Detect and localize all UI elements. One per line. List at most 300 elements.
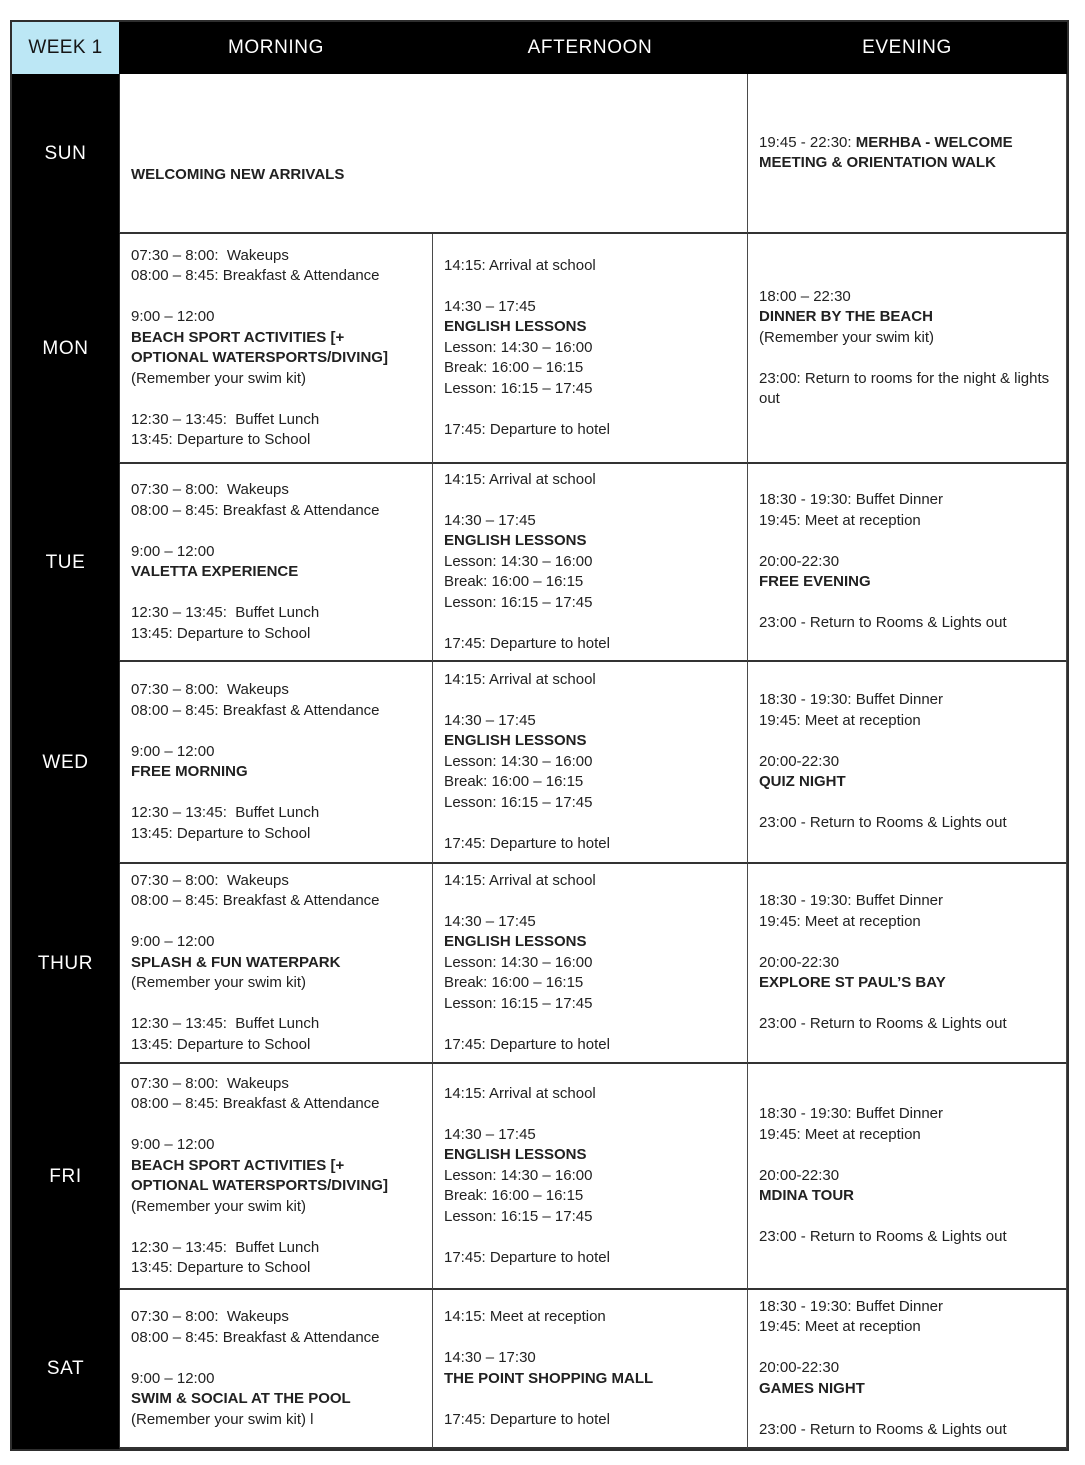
spacer-line bbox=[759, 593, 1055, 614]
spacer-line bbox=[444, 399, 736, 420]
spacer-line bbox=[444, 1328, 736, 1349]
schedule-line bbox=[131, 542, 421, 563]
schedule-line bbox=[759, 953, 1055, 974]
time-text: Lesson: 14:30 – 16:00 bbox=[444, 338, 593, 356]
cell-content bbox=[444, 871, 736, 1056]
time-text: 20:00-22:30 bbox=[759, 752, 840, 770]
cell-sat-afternoon bbox=[433, 1290, 748, 1449]
schedule-line bbox=[131, 1074, 421, 1095]
time-text: 19:45: Meet at reception bbox=[759, 1125, 921, 1143]
schedule-line bbox=[759, 511, 1055, 532]
time-text: 17:45: Departure to hotel bbox=[444, 634, 610, 652]
schedule-line bbox=[759, 772, 1055, 793]
schedule-line bbox=[444, 338, 736, 359]
schedule-line bbox=[444, 1035, 736, 1056]
cell-wed-evening bbox=[748, 662, 1067, 864]
spacer-line bbox=[759, 932, 1055, 953]
spacer-line bbox=[131, 583, 421, 604]
time-text: 12:30 – 13:45: Buffet Lunch bbox=[131, 1015, 320, 1033]
schedule-line bbox=[759, 1358, 1055, 1379]
activity-text: ENGLISH LESSONS bbox=[444, 318, 587, 336]
cell-tue-evening bbox=[748, 464, 1067, 662]
schedule-line bbox=[444, 317, 736, 338]
cell-fri-afternoon bbox=[433, 1064, 748, 1290]
schedule-line bbox=[444, 1125, 736, 1146]
time-text: 23:00 - Return to Rooms & Lights out bbox=[759, 1015, 1007, 1033]
schedule-line bbox=[444, 834, 736, 855]
cell-sat-morning bbox=[120, 1290, 433, 1449]
spacer-line bbox=[759, 348, 1055, 369]
schedule-table bbox=[10, 20, 1069, 1451]
day-label-wed: WED bbox=[12, 662, 120, 864]
cell-content bbox=[759, 891, 1055, 1035]
schedule-line bbox=[759, 813, 1055, 834]
time-text: 19:45: Meet at reception bbox=[759, 1318, 921, 1336]
cell-content bbox=[444, 1307, 736, 1430]
day-label-thur: THUR bbox=[12, 864, 120, 1064]
cell-content bbox=[131, 871, 421, 1056]
schedule-line bbox=[444, 1348, 736, 1369]
schedule-line bbox=[131, 1307, 421, 1328]
time-text: 19:45: Meet at reception bbox=[759, 912, 921, 930]
cell-content bbox=[759, 690, 1055, 834]
activity-text: THE POINT SHOPPING MALL bbox=[444, 1369, 654, 1387]
spacer-line bbox=[759, 1145, 1055, 1166]
time-text: 17:45: Departure to hotel bbox=[444, 1248, 610, 1266]
cell-sun-morning-afternoon bbox=[120, 74, 748, 234]
time-text: 08:00 – 8:45: Breakfast & Attendance bbox=[131, 892, 380, 910]
time-text: 17:45: Departure to hotel bbox=[444, 1035, 610, 1053]
cell-content bbox=[444, 256, 736, 441]
spacer-line bbox=[444, 490, 736, 511]
time-text: 20:00-22:30 bbox=[759, 1166, 840, 1184]
time-text: 08:00 – 8:45: Breakfast & Attendance bbox=[131, 1095, 380, 1112]
activity-text: MDINA TOUR bbox=[759, 1187, 854, 1205]
schedule-line bbox=[759, 1186, 1055, 1207]
schedule-line bbox=[444, 912, 736, 933]
schedule-line bbox=[131, 1094, 421, 1115]
spacer-line bbox=[444, 1104, 736, 1125]
schedule-line bbox=[131, 266, 421, 287]
schedule-line bbox=[444, 1307, 736, 1328]
day-label-mon: MON bbox=[12, 234, 120, 464]
schedule-line bbox=[759, 287, 1055, 308]
spacer-line bbox=[444, 1014, 736, 1035]
spacer-line bbox=[759, 1207, 1055, 1228]
schedule-line bbox=[444, 552, 736, 573]
time-text: 14:15: Arrival at school bbox=[444, 1084, 596, 1102]
time-text: 07:30 – 8:00: Wakeups bbox=[131, 481, 289, 498]
time-text: Lesson: 14:30 – 16:00 bbox=[444, 1166, 593, 1184]
time-text: 18:30 - 19:30: Buffet Dinner bbox=[759, 691, 944, 709]
time-text: 19:45 - 22:30: bbox=[759, 133, 856, 151]
activity-text: DINNER BY THE BEACH bbox=[759, 308, 933, 325]
cell-sun-evening bbox=[748, 74, 1067, 234]
activity-text: WELCOMING NEW ARRIVALS bbox=[131, 165, 345, 183]
activity-text: ENGLISH LESSONS bbox=[444, 933, 587, 951]
schedule-line bbox=[444, 358, 736, 379]
time-text: 23:00: Return to rooms for the night & lights out bbox=[759, 369, 1054, 407]
schedule-line bbox=[131, 307, 421, 328]
time-text: 9:00 – 12:00 bbox=[131, 1369, 215, 1387]
schedule-line bbox=[444, 1166, 736, 1187]
schedule-line bbox=[131, 1410, 421, 1431]
column-header-evening: EVENING bbox=[748, 22, 1067, 74]
schedule-line bbox=[131, 1035, 421, 1056]
schedule-line bbox=[444, 297, 736, 318]
schedule-line bbox=[131, 891, 421, 912]
activity-text: MERHBA - WELCOME MEETING & ORIENTATION WALK bbox=[759, 133, 1017, 171]
cell-content bbox=[759, 1104, 1055, 1248]
schedule-line bbox=[759, 1104, 1055, 1125]
time-text: 13:45: Departure to School bbox=[131, 1035, 311, 1053]
column-header-afternoon: AFTERNOON bbox=[433, 22, 748, 74]
schedule-line bbox=[444, 793, 736, 814]
schedule-line bbox=[131, 246, 421, 267]
activity-text: ENGLISH LESSONS bbox=[444, 532, 587, 550]
time-text: Break: 16:00 – 16:15 bbox=[444, 573, 584, 591]
schedule-line bbox=[759, 1420, 1055, 1441]
time-text: 14:15: Arrival at school bbox=[444, 256, 596, 274]
time-text: 08:00 – 8:45: Breakfast & Attendance bbox=[131, 701, 380, 719]
schedule-line bbox=[444, 1084, 736, 1105]
schedule-line bbox=[444, 871, 736, 892]
spacer-line bbox=[131, 912, 421, 933]
time-text: Lesson: 16:15 – 17:45 bbox=[444, 994, 593, 1012]
time-text: Lesson: 16:15 – 17:45 bbox=[444, 793, 593, 811]
schedule-line bbox=[759, 912, 1055, 933]
time-text: 14:30 – 17:45 bbox=[444, 912, 536, 930]
schedule-line bbox=[131, 328, 421, 369]
spacer-line bbox=[131, 1217, 421, 1238]
spacer-line bbox=[131, 1348, 421, 1369]
time-text: 18:30 - 19:30: Buffet Dinner bbox=[759, 892, 944, 910]
schedule-line bbox=[444, 1410, 736, 1431]
schedule-line bbox=[131, 1238, 421, 1259]
schedule-line bbox=[131, 762, 421, 783]
spacer-line bbox=[759, 531, 1055, 552]
time-text: 20:00-22:30 bbox=[759, 1359, 840, 1377]
time-text: Break: 16:00 – 16:15 bbox=[444, 359, 584, 377]
schedule-line bbox=[444, 572, 736, 593]
time-text: 14:30 – 17:45 bbox=[444, 511, 536, 529]
cell-content bbox=[759, 1297, 1055, 1441]
cell-content bbox=[131, 246, 421, 451]
schedule-line bbox=[759, 1317, 1055, 1338]
spacer-line bbox=[444, 613, 736, 634]
spacer-line bbox=[444, 276, 736, 297]
schedule-line bbox=[131, 501, 421, 522]
time-text: 14:30 – 17:45 bbox=[444, 711, 536, 729]
day-label-fri: FRI bbox=[12, 1064, 120, 1290]
schedule-line bbox=[444, 1186, 736, 1207]
time-text: 17:45: Departure to hotel bbox=[444, 420, 610, 438]
schedule-line bbox=[131, 1258, 421, 1279]
time-text: 23:00 - Return to Rooms & Lights out bbox=[759, 1420, 1007, 1438]
time-text: (Remember your swim kit) bbox=[131, 369, 307, 387]
time-text: 9:00 – 12:00 bbox=[131, 542, 215, 560]
cell-thur-morning bbox=[120, 864, 433, 1064]
time-text: 07:30 – 8:00: Wakeups bbox=[131, 681, 289, 698]
cell-wed-morning bbox=[120, 662, 433, 864]
schedule-line bbox=[131, 680, 421, 701]
schedule-line bbox=[131, 1156, 421, 1197]
column-header-morning: MORNING bbox=[120, 22, 433, 74]
time-text: 13:45: Departure to School bbox=[131, 624, 311, 642]
day-label-sat: SAT bbox=[12, 1290, 120, 1449]
schedule-line bbox=[444, 1145, 736, 1166]
schedule-line bbox=[131, 624, 421, 645]
activity-text: ENGLISH LESSONS bbox=[444, 1146, 587, 1164]
time-text: 14:15: Arrival at school bbox=[444, 470, 596, 488]
schedule-line bbox=[131, 562, 421, 583]
schedule-line bbox=[131, 1197, 421, 1218]
schedule-line bbox=[131, 803, 421, 824]
time-text: 18:00 – 22:30 bbox=[759, 287, 851, 305]
day-label-tue: TUE bbox=[12, 464, 120, 662]
time-text: 18:30 - 19:30: Buffet Dinner bbox=[759, 491, 944, 509]
time-text: 12:30 – 13:45: Buffet Lunch bbox=[131, 804, 320, 821]
time-text: 14:15: Arrival at school bbox=[444, 871, 596, 889]
time-text: 08:00 – 8:45: Breakfast & Attendance bbox=[131, 1328, 380, 1346]
spacer-line bbox=[131, 1115, 421, 1136]
time-text: 14:30 – 17:45 bbox=[444, 297, 536, 315]
cell-wed-afternoon bbox=[433, 662, 748, 864]
time-text: Lesson: 14:30 – 16:00 bbox=[444, 953, 593, 971]
time-text: 07:30 – 8:00: Wakeups bbox=[131, 871, 289, 889]
schedule-line bbox=[759, 369, 1055, 410]
time-text: 14:15: Arrival at school bbox=[444, 670, 596, 688]
schedule-line bbox=[759, 552, 1055, 573]
time-text: 23:00 - Return to Rooms & Lights out bbox=[759, 814, 1007, 832]
activity-text: VALETTA EXPERIENCE bbox=[131, 563, 299, 580]
cell-fri-morning bbox=[120, 1064, 433, 1290]
activity-text: SWIM & SOCIAL AT THE POOL bbox=[131, 1390, 351, 1407]
cell-content bbox=[444, 1084, 736, 1269]
schedule-line bbox=[131, 410, 421, 431]
cell-mon-morning bbox=[120, 234, 433, 464]
time-text: (Remember your swim kit) l bbox=[131, 1410, 314, 1428]
schedule-line bbox=[444, 731, 736, 752]
schedule-line bbox=[131, 824, 421, 845]
time-text: 20:00-22:30 bbox=[759, 953, 840, 971]
schedule-line bbox=[759, 1297, 1055, 1318]
time-text: 19:45: Meet at reception bbox=[759, 711, 921, 729]
schedule-line bbox=[444, 711, 736, 732]
schedule-line bbox=[759, 690, 1055, 711]
cell-content bbox=[759, 287, 1055, 410]
schedule-line bbox=[759, 973, 1055, 994]
schedule-line bbox=[759, 752, 1055, 773]
time-text: Lesson: 16:15 – 17:45 bbox=[444, 379, 593, 397]
cell-thur-evening bbox=[748, 864, 1067, 1064]
time-text: 23:00 - Return to Rooms & Lights out bbox=[759, 614, 1007, 632]
activity-text: SPLASH & FUN WATERPARK bbox=[131, 953, 341, 971]
time-text: 17:45: Departure to hotel bbox=[444, 834, 610, 852]
schedule-line bbox=[131, 480, 421, 501]
schedule-line bbox=[131, 1014, 421, 1035]
time-text: 12:30 – 13:45: Buffet Lunch bbox=[131, 604, 320, 621]
time-text: 13:45: Departure to School bbox=[131, 824, 311, 842]
spacer-line bbox=[131, 521, 421, 542]
schedule-line bbox=[759, 1166, 1055, 1187]
time-text: 08:00 – 8:45: Breakfast & Attendance bbox=[131, 267, 380, 284]
schedule-line bbox=[131, 1369, 421, 1390]
time-text: 12:30 – 13:45: Buffet Lunch bbox=[131, 1238, 320, 1256]
schedule-line bbox=[759, 1379, 1055, 1400]
schedule-line bbox=[131, 871, 421, 892]
spacer-line bbox=[759, 1399, 1055, 1420]
spacer-line bbox=[131, 721, 421, 742]
schedule-line bbox=[444, 420, 736, 441]
time-text: 18:30 - 19:30: Buffet Dinner bbox=[759, 1297, 944, 1315]
activity-text: FREE MORNING bbox=[131, 763, 248, 780]
schedule-line bbox=[444, 634, 736, 655]
time-text: Lesson: 16:15 – 17:45 bbox=[444, 1207, 593, 1225]
schedule-line bbox=[759, 1014, 1055, 1035]
schedule-line bbox=[444, 1369, 736, 1390]
time-text: 08:00 – 8:45: Breakfast & Attendance bbox=[131, 501, 380, 519]
cell-content bbox=[131, 480, 421, 644]
cell-fri-evening bbox=[748, 1064, 1067, 1290]
time-text: Lesson: 14:30 – 16:00 bbox=[444, 552, 593, 570]
time-text: 9:00 – 12:00 bbox=[131, 742, 215, 760]
schedule-line bbox=[444, 1248, 736, 1269]
schedule-line bbox=[759, 891, 1055, 912]
spacer-line bbox=[759, 731, 1055, 752]
schedule-line bbox=[131, 603, 421, 624]
schedule-line bbox=[759, 572, 1055, 593]
schedule-line bbox=[131, 1389, 421, 1410]
schedule-line bbox=[444, 994, 736, 1015]
cell-mon-afternoon bbox=[433, 234, 748, 464]
spacer-line bbox=[444, 891, 736, 912]
schedule-line bbox=[131, 1328, 421, 1349]
schedule-line bbox=[444, 752, 736, 773]
time-text: 18:30 - 19:30: Buffet Dinner bbox=[759, 1105, 944, 1123]
schedule-line bbox=[131, 165, 736, 186]
week-badge: WEEK 1 bbox=[12, 22, 120, 74]
schedule-line bbox=[131, 953, 421, 974]
time-text: 14:30 – 17:45 bbox=[444, 1125, 536, 1143]
schedule-line bbox=[444, 932, 736, 953]
time-text: 9:00 – 12:00 bbox=[131, 1136, 215, 1153]
schedule-line bbox=[444, 511, 736, 532]
day-label-sun: SUN bbox=[12, 74, 120, 234]
spacer-line bbox=[444, 1389, 736, 1410]
activity-text: EXPLORE ST PAUL’S BAY bbox=[759, 974, 946, 992]
time-text: (Remember your swim kit) bbox=[131, 1197, 307, 1215]
activity-text: QUIZ NIGHT bbox=[759, 773, 846, 791]
spacer-line bbox=[131, 994, 421, 1015]
time-text: Break: 16:00 – 16:15 bbox=[444, 974, 584, 992]
schedule-line bbox=[444, 256, 736, 277]
schedule-line bbox=[444, 379, 736, 400]
spacer-line bbox=[131, 287, 421, 308]
time-text: 9:00 – 12:00 bbox=[131, 308, 215, 325]
activity-text: BEACH SPORT ACTIVITIES [+ OPTIONAL WATERSPORTS/DIVING] bbox=[131, 1156, 388, 1194]
time-text: (Remember your swim kit) bbox=[131, 974, 307, 992]
cell-mon-evening bbox=[748, 234, 1067, 464]
cell-content bbox=[444, 470, 736, 655]
schedule-line bbox=[759, 711, 1055, 732]
cell-content bbox=[759, 490, 1055, 634]
schedule-line bbox=[759, 613, 1055, 634]
time-text: 9:00 – 12:00 bbox=[131, 933, 215, 951]
schedule-line bbox=[444, 670, 736, 691]
schedule-line bbox=[131, 369, 421, 390]
time-text: Break: 16:00 – 16:15 bbox=[444, 773, 584, 791]
schedule-line bbox=[759, 1125, 1055, 1146]
schedule-line bbox=[759, 490, 1055, 511]
cell-content bbox=[131, 165, 736, 186]
spacer-line bbox=[444, 813, 736, 834]
schedule-line bbox=[131, 742, 421, 763]
cell-content bbox=[444, 670, 736, 855]
schedule-line bbox=[131, 973, 421, 994]
spacer-line bbox=[759, 994, 1055, 1015]
cell-content bbox=[131, 680, 421, 844]
schedule-line bbox=[759, 133, 1055, 174]
time-text: 23:00 - Return to Rooms & Lights out bbox=[759, 1228, 1007, 1246]
activity-text: BEACH SPORT ACTIVITIES [+ OPTIONAL WATERSPORTS/DIVING] bbox=[131, 328, 388, 366]
time-text: 14:15: Meet at reception bbox=[444, 1308, 606, 1325]
cell-sat-evening bbox=[748, 1290, 1067, 1449]
schedule-line bbox=[131, 430, 421, 451]
time-text: 13:45: Departure to School bbox=[131, 431, 311, 448]
time-text: 07:30 – 8:00: Wakeups bbox=[131, 1074, 289, 1092]
spacer-line bbox=[131, 389, 421, 410]
activity-text: GAMES NIGHT bbox=[759, 1379, 865, 1397]
time-text: 17:45: Departure to hotel bbox=[444, 1410, 610, 1428]
schedule-line bbox=[131, 1135, 421, 1156]
schedule-line bbox=[444, 470, 736, 491]
cell-thur-afternoon bbox=[433, 864, 748, 1064]
schedule-line bbox=[759, 1227, 1055, 1248]
time-text: Lesson: 14:30 – 16:00 bbox=[444, 752, 593, 770]
spacer-line bbox=[444, 690, 736, 711]
time-text: (Remember your swim kit) bbox=[759, 328, 935, 346]
schedule-line bbox=[131, 932, 421, 953]
time-text: 07:30 – 8:00: Wakeups bbox=[131, 1308, 289, 1325]
cell-content bbox=[131, 1307, 421, 1430]
schedule-line bbox=[131, 701, 421, 722]
cell-content bbox=[131, 1074, 421, 1279]
time-text: Break: 16:00 – 16:15 bbox=[444, 1187, 584, 1205]
time-text: 13:45: Departure to School bbox=[131, 1259, 311, 1276]
time-text: 12:30 – 13:45: Buffet Lunch bbox=[131, 410, 320, 428]
spacer-line bbox=[759, 1338, 1055, 1359]
cell-tue-afternoon bbox=[433, 464, 748, 662]
time-text: 20:00-22:30 bbox=[759, 552, 840, 570]
spacer-line bbox=[131, 783, 421, 804]
schedule-line bbox=[444, 1207, 736, 1228]
cell-tue-morning bbox=[120, 464, 433, 662]
schedule-line bbox=[444, 973, 736, 994]
activity-text: ENGLISH LESSONS bbox=[444, 732, 587, 750]
schedule-line bbox=[444, 593, 736, 614]
schedule-line bbox=[759, 328, 1055, 349]
schedule-line bbox=[444, 772, 736, 793]
time-text: 07:30 – 8:00: Wakeups bbox=[131, 246, 289, 264]
schedule-line bbox=[444, 531, 736, 552]
cell-content bbox=[759, 133, 1055, 174]
spacer-line bbox=[444, 1227, 736, 1248]
spacer-line bbox=[759, 793, 1055, 814]
time-text: 19:45: Meet at reception bbox=[759, 511, 921, 529]
schedule-line bbox=[444, 953, 736, 974]
activity-text: FREE EVENING bbox=[759, 573, 871, 591]
